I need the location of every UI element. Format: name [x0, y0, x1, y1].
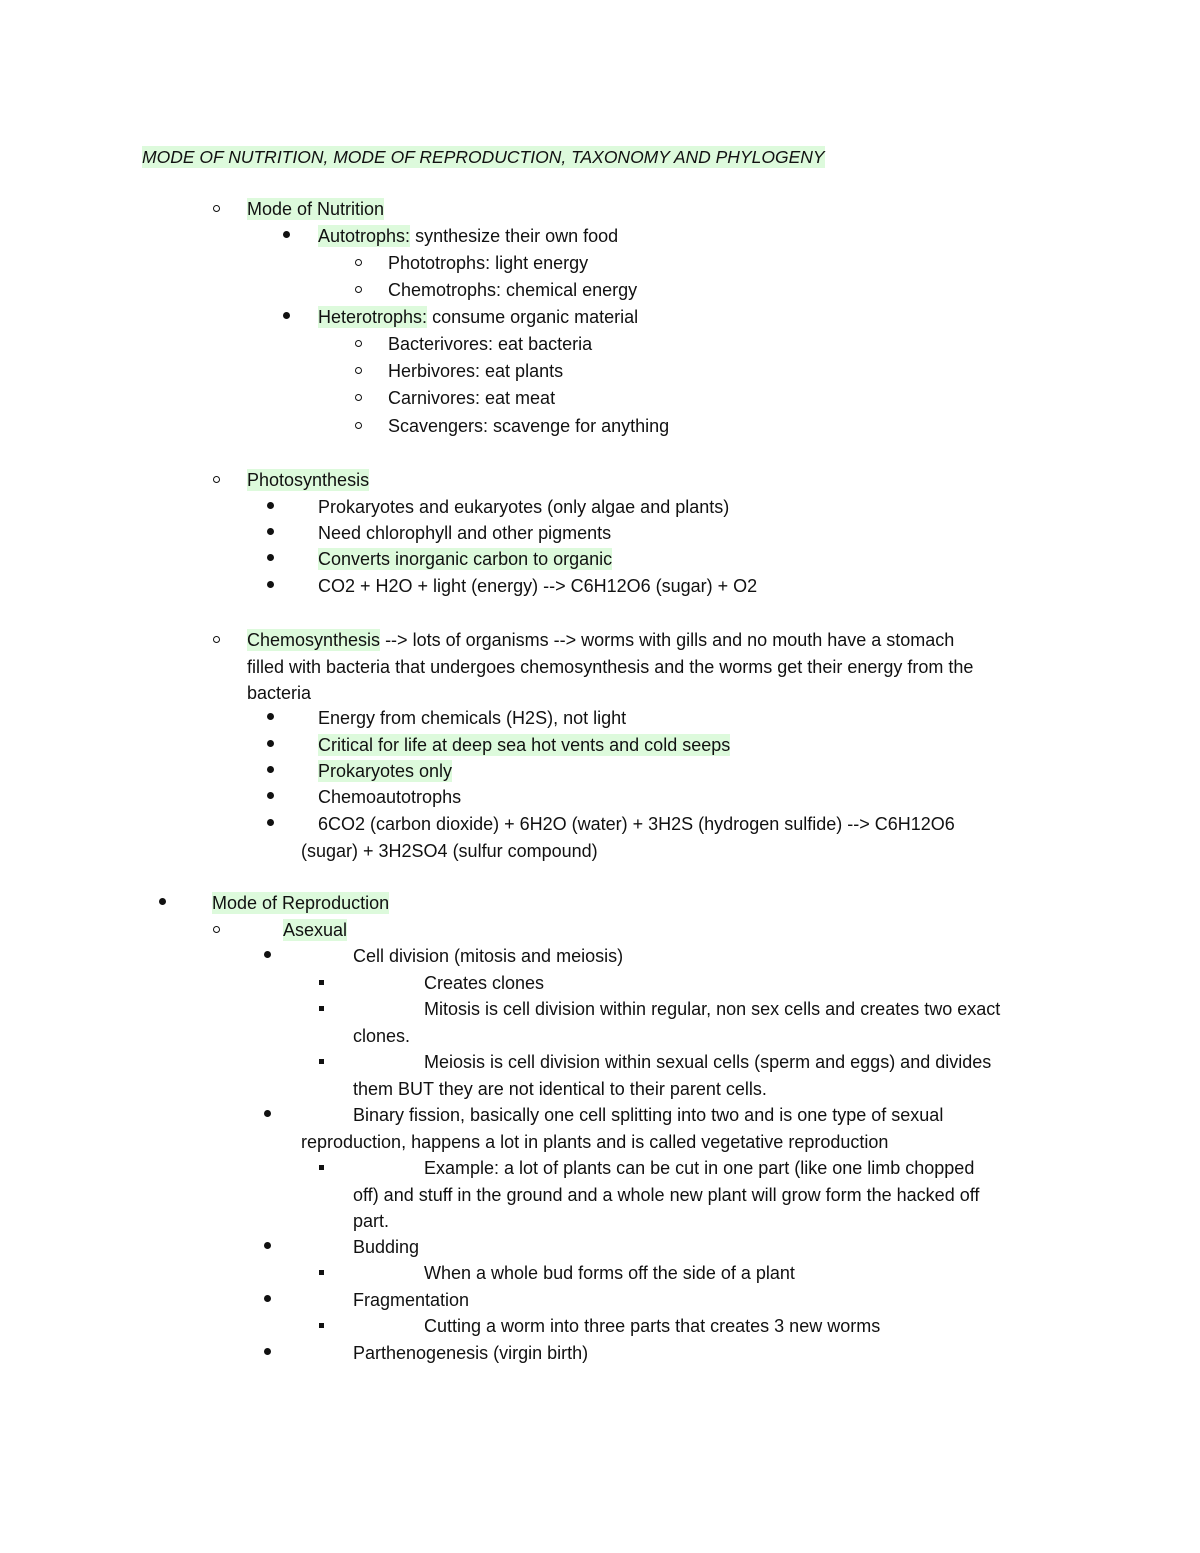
example-item-cont: part. [353, 1211, 390, 1231]
mitosis-item-cont: clones. [353, 1026, 411, 1046]
bullet-icon [283, 312, 290, 319]
chemosynthesis-desc: filled with bacteria that undergoes chemosynthesis and the worms get their energy from the [247, 657, 974, 677]
reproduction-heading-text: Mode of Reproduction [212, 893, 390, 913]
budding-item: Budding [353, 1237, 420, 1257]
photosynthesis-heading-text: Photosynthesis [247, 470, 370, 490]
hollow-bullet-icon [355, 286, 362, 293]
bacterivores-item: Bacterivores: eat bacteria [388, 334, 593, 354]
asexual-heading [283, 918, 347, 942]
scavengers-item: Scavengers: scavenge for anything [388, 416, 670, 436]
photosynthesis-item-text: Converts inorganic carbon to organic [318, 549, 613, 569]
bullet-icon [264, 1242, 271, 1249]
page-title-text: MODE OF NUTRITION, MODE OF REPRODUCTION, TAXONOMY AND PHYLOGENY [142, 147, 825, 167]
binary-fission-item: Binary fission, basically one cell splitting into two and is one type of sexual [353, 1105, 944, 1125]
autotrophs-label: Autotrophs: [318, 226, 411, 246]
chemosynthesis-item-text: Critical for life at deep sea hot vents and cold seeps [318, 735, 731, 755]
hollow-bullet-icon [355, 367, 362, 374]
mitosis-item: Mitosis is cell division within regular, non sex cells and creates two exact [424, 999, 1001, 1019]
bullet-icon [264, 1295, 271, 1302]
creates-clones-item: Creates clones [424, 973, 545, 993]
cell-division-item: Cell division (mitosis and meiosis) [353, 946, 624, 966]
reproduction-heading [212, 891, 389, 915]
bullet-icon [159, 898, 166, 905]
bullet-icon [267, 792, 274, 799]
chemosynthesis-desc: --> lots of organisms --> worms with gills and no mouth have a stomach [380, 630, 955, 650]
bullet-icon [267, 819, 274, 826]
chemosynthesis-heading [247, 628, 954, 652]
square-bullet-icon [319, 1059, 324, 1064]
hollow-bullet-icon [355, 422, 362, 429]
chemosynthesis-desc: bacteria [247, 683, 312, 703]
carnivores-item: Carnivores: eat meat [388, 388, 556, 408]
heterotrophs-label: Heterotrophs: [318, 307, 428, 327]
bullet-icon [264, 1110, 271, 1117]
chemosynthesis-item: 6CO2 (carbon dioxide) + 6H2O (water) + 3H2S (hydrogen sulfide) --> C6H12O6 [318, 814, 955, 834]
meiosis-item-cont: them BUT they are not identical to their parent cells. [353, 1079, 767, 1099]
heterotrophs-text: consume organic material [427, 307, 639, 327]
nutrition-heading [247, 197, 384, 221]
fragmentation-desc-item: Cutting a worm into three parts that creates 3 new worms [424, 1316, 881, 1336]
meiosis-item: Meiosis is cell division within sexual cells (sperm and eggs) and divides [424, 1052, 992, 1072]
chemosynthesis-item [318, 733, 730, 757]
chemosynthesis-item-text: Prokaryotes only [318, 761, 453, 781]
bullet-icon [267, 554, 274, 561]
photosynthesis-item: Need chlorophyll and other pigments [318, 523, 612, 543]
hollow-bullet-icon [213, 636, 220, 643]
hollow-bullet-icon [213, 926, 220, 933]
chemosynthesis-heading-text: Chemosynthesis [247, 630, 381, 650]
square-bullet-icon [319, 1323, 324, 1328]
photosynthesis-item: Prokaryotes and eukaryotes (only algae and plants) [318, 497, 730, 517]
chemosynthesis-item-cont: (sugar) + 3H2SO4 (sulfur compound) [301, 841, 598, 861]
autotrophs-item [318, 224, 618, 248]
chemosynthesis-item [318, 759, 452, 783]
square-bullet-icon [319, 1006, 324, 1011]
chemotrophs-item: Chemotrophs: chemical energy [388, 280, 638, 300]
chemosynthesis-item: Energy from chemicals (H2S), not light [318, 708, 627, 728]
example-item-cont: off) and stuff in the ground and a whole new plant will grow form the hacked off [353, 1185, 980, 1205]
budding-desc-item: When a whole bud forms off the side of a plant [424, 1263, 795, 1283]
phototrophs-item: Phototrophs: light energy [388, 253, 589, 273]
hollow-bullet-icon [355, 259, 362, 266]
bullet-icon [267, 502, 274, 509]
page-title [142, 145, 825, 169]
asexual-heading-text: Asexual [283, 920, 348, 940]
photosynthesis-item [318, 547, 612, 571]
hollow-bullet-icon [213, 205, 220, 212]
hollow-bullet-icon [355, 394, 362, 401]
bullet-icon [267, 581, 274, 588]
nutrition-heading-text: Mode of Nutrition [247, 199, 385, 219]
hollow-bullet-icon [213, 476, 220, 483]
binary-fission-item-cont: reproduction, happens a lot in plants and is called vegetative reproduction [301, 1132, 889, 1152]
bullet-icon [267, 766, 274, 773]
photosynthesis-heading [247, 468, 369, 492]
herbivores-item: Herbivores: eat plants [388, 361, 564, 381]
bullet-icon [264, 951, 271, 958]
heterotrophs-item [318, 305, 638, 329]
fragmentation-item: Fragmentation [353, 1290, 470, 1310]
square-bullet-icon [319, 1270, 324, 1275]
photosynthesis-item: CO2 + H2O + light (energy) --> C6H12O6 (sugar) + O2 [318, 576, 758, 596]
bullet-icon [264, 1348, 271, 1355]
parthenogenesis-item: Parthenogenesis (virgin birth) [353, 1343, 589, 1363]
bullet-icon [267, 713, 274, 720]
autotrophs-text: synthesize their own food [410, 226, 619, 246]
bullet-icon [267, 740, 274, 747]
square-bullet-icon [319, 980, 324, 985]
bullet-icon [283, 231, 290, 238]
example-item: Example: a lot of plants can be cut in one part (like one limb chopped [424, 1158, 975, 1178]
square-bullet-icon [319, 1165, 324, 1170]
chemosynthesis-item: Chemoautotrophs [318, 787, 462, 807]
hollow-bullet-icon [355, 340, 362, 347]
bullet-icon [267, 528, 274, 535]
